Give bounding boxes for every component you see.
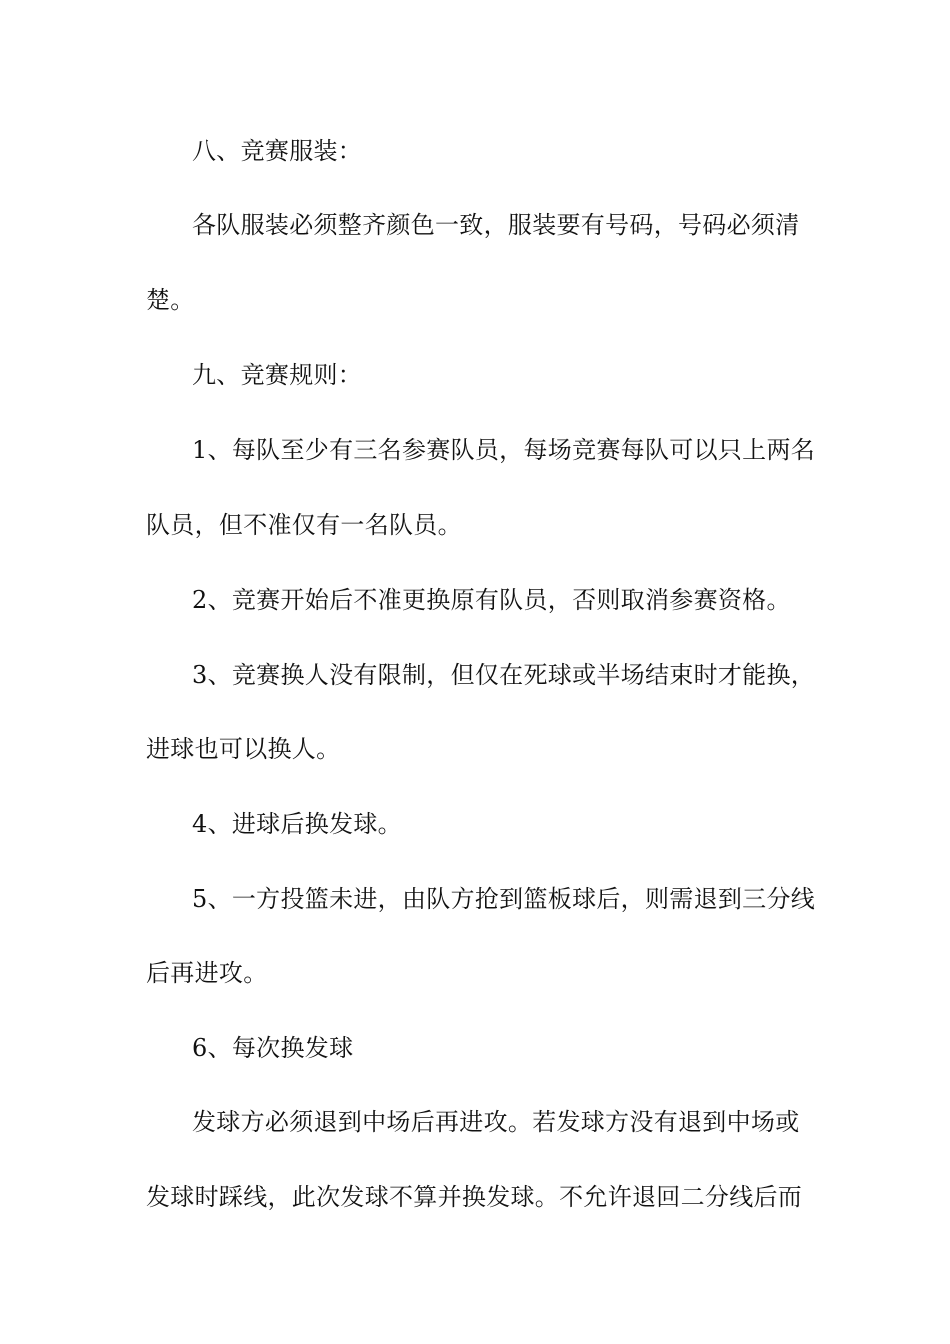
paragraph-line: 队员，但不准仅有一名队员。	[146, 511, 462, 539]
paragraph-line: 发球时踩线，此次发球不算并换发球。不允许退回二分线后而	[146, 1183, 803, 1211]
paragraph-line: 各队服装必须整齐颜色一致，服装要有号码，号码必须清	[192, 211, 800, 239]
section-heading-attire: 八、竞赛服装：	[192, 137, 363, 165]
paragraph-line: 后再进攻。	[146, 959, 268, 987]
rule-item-6: 6、每次换发球	[192, 1034, 354, 1062]
rule-item-3: 3、竞赛换人没有限制，但仅在死球或半场结束时才能换，	[192, 661, 816, 689]
rule-item-1: 1、每队至少有三名参赛队员，每场竞赛每队可以只上两名	[192, 436, 816, 464]
paragraph-line: 进球也可以换人。	[146, 735, 341, 763]
section-heading-rules: 九、竞赛规则：	[192, 361, 363, 389]
paragraph-line: 楚。	[146, 286, 195, 314]
paragraph-line: 发球方必须退到中场后再进攻。若发球方没有退到中场或	[192, 1108, 800, 1136]
rule-item-5: 5、一方投篮未进，由队方抢到篮板球后，则需退到三分线	[192, 885, 816, 913]
rule-item-4: 4、进球后换发球。	[192, 810, 402, 838]
rule-item-2: 2、竞赛开始后不准更换原有队员，否则取消参赛资格。	[192, 586, 791, 614]
